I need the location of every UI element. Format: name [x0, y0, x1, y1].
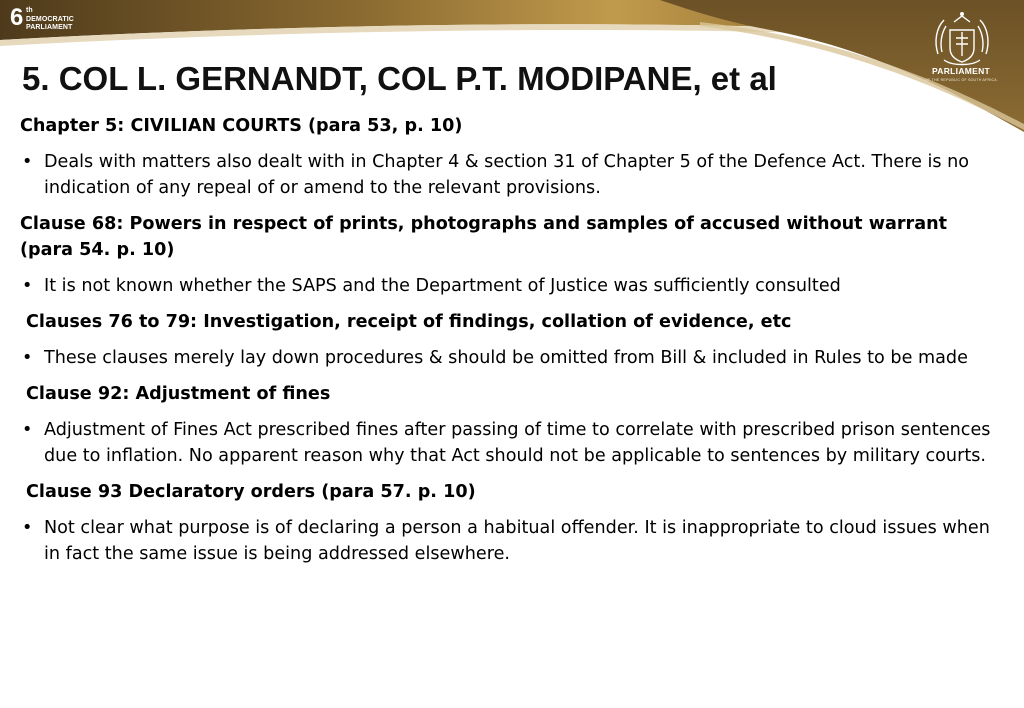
slide-title: 5. COL L. GERNANDT, COL P.T. MODIPANE, et al [22, 60, 777, 97]
bullet-item [20, 273, 1005, 299]
section-heading: Chapter 5: CIVILIAN COURTS (para 53, p. 10) [20, 116, 463, 136]
section-heading: Clause 93 Declaratory orders (para 57. p. 10) [26, 482, 476, 502]
crest-label: PARLIAMENT [931, 66, 991, 76]
bullet-glyph: • [22, 276, 33, 296]
section-heading: Clause 68: Powers in respect of prints, photographs and samples of accused without warrant (para 54. p. 10) [20, 214, 948, 260]
logo-number: 6 [10, 4, 24, 31]
crest-subtitle: OF THE REPUBLIC OF SOUTH AFRICA [925, 78, 997, 82]
section-heading: Clauses 76 to 79: Investigation, receipt of findings, collation of evidence, etc [26, 312, 792, 332]
bullet-text: Not clear what purpose is of declaring a person a habitual offender. It is inappropriate to cloud issues when in fact the same issue is being addressed elsewhere. [44, 518, 990, 564]
bullet-text: These clauses merely lay down procedures & should be omitted from Bill & included in Rules to be made [44, 348, 968, 368]
bullet-glyph: • [22, 518, 33, 538]
bullet-item [20, 149, 1005, 201]
logo-line-2: PARLIAMENT [26, 24, 73, 31]
bullet-item [20, 345, 1005, 371]
bullet-text: It is not known whether the SAPS and the Department of Justice was sufficiently consulted [44, 276, 841, 296]
bullet-item [20, 515, 1005, 567]
logo-line-1: DEMOCRATIC [26, 16, 74, 23]
bullet-glyph: • [22, 420, 33, 440]
bullet-glyph: • [22, 152, 33, 172]
bullet-text: Adjustment of Fines Act prescribed fines after passing of time to correlate with prescribed prison sentences due to inflation. No apparent reason why that Act should not be applicable to sentences by military courts. [44, 420, 991, 466]
bullet-text: Deals with matters also dealt with in Chapter 4 & section 31 of Chapter 5 of the Defence Act. There is no indication of any repeal of or amend to the relevant provisions. [44, 152, 970, 198]
bullet-item [20, 417, 1005, 469]
slide-content [20, 113, 1005, 577]
logo-superscript: th [26, 7, 33, 14]
bullet-glyph: • [22, 348, 33, 368]
section-heading: Clause 92: Adjustment of fines [26, 384, 331, 404]
